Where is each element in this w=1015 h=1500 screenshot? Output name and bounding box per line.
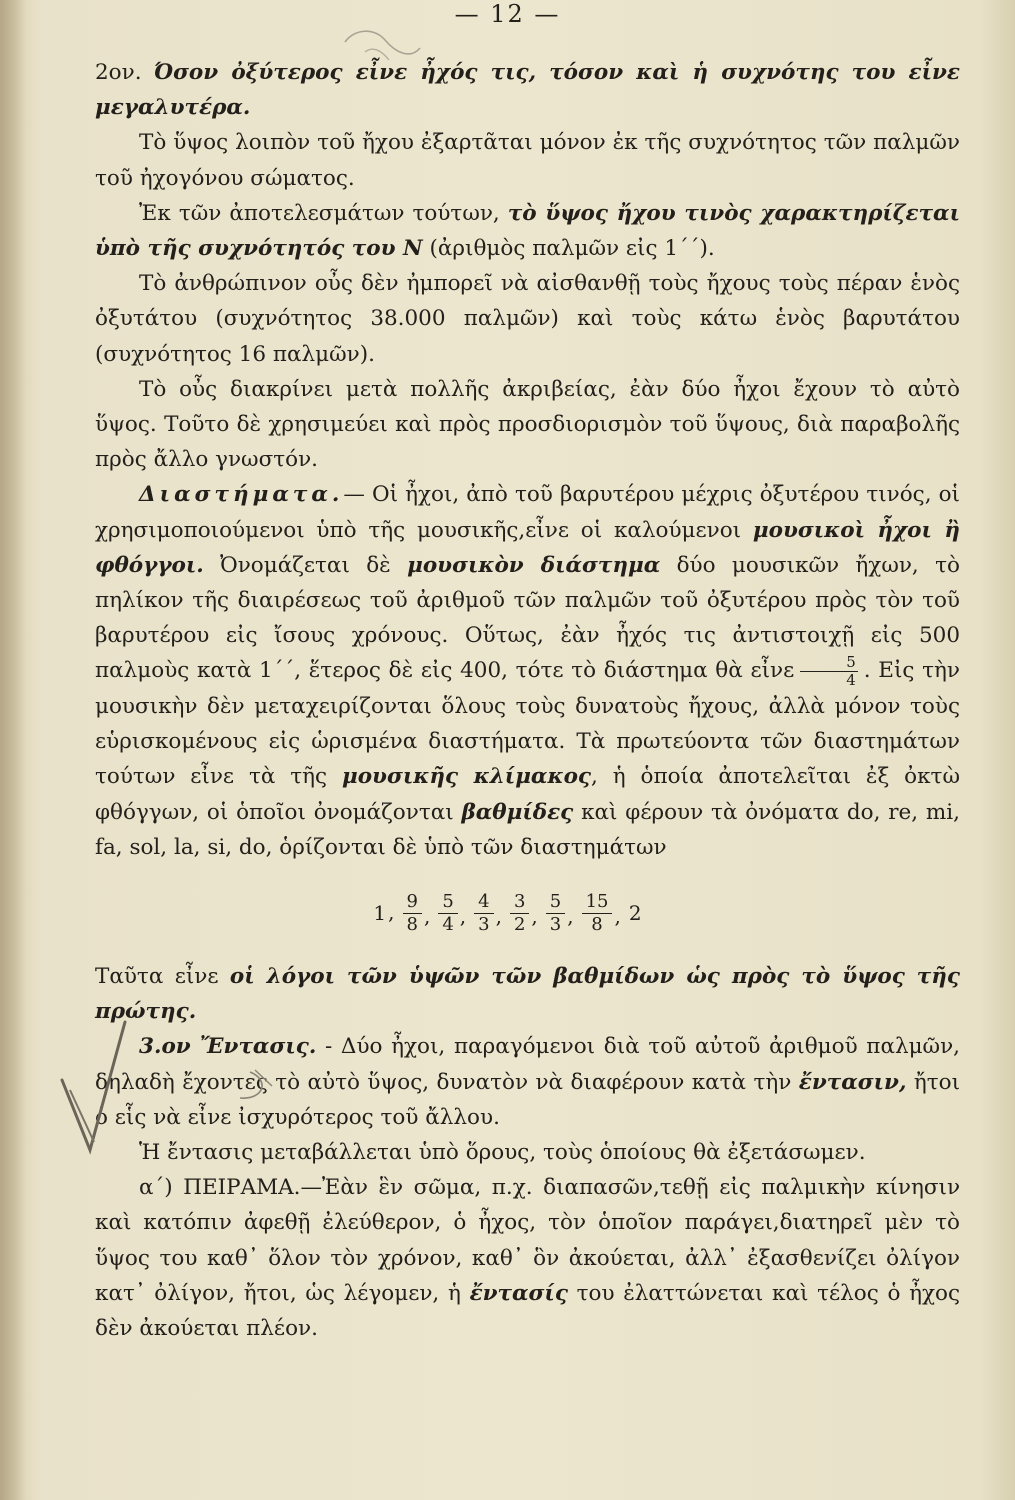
paragraph-4: Τὸ ἀνθρώπινον οὖς δὲν ἠμπορεῖ νὰ αἰσθανθῇ τοὺς ἤχους τοὺς πέραν ἑνὸς ὀξυτάτου (συχνότητος 38.000 παλμῶν) καὶ τοὺς κάτω ἑνὸς βαρυτάτου (συχνότητος 16 παλμῶν). (95, 271, 960, 367)
ratio-fraction: 3 2 , (510, 891, 538, 936)
paragraph-5: Τὸ οὖς διακρίνει μετὰ πολλῆς ἀκριβείας, ἐὰν δύο ἦχοι ἔχουν τὸ αὐτὸ ὕψος. Τοῦτο δὲ χρησιμεύει καὶ πρὸς προσδιορισμὸν τοῦ ὕψους, διὰ παραβολῆς πρὸς ἄλλο γνωστόν. (95, 376, 960, 473)
paragraph-9: Ἡ ἔντασις μεταβάλλεται ὑπὸ ὅρους, τοὺς ὁποίους θὰ ἐξετάσωμεν. (139, 1139, 866, 1165)
ratio-fraction: 4 3 , (474, 891, 502, 936)
ratio-fraction: 5 4 , (438, 891, 466, 936)
section-heading-intensity: 3.ον Ἔντασις. (139, 1034, 317, 1060)
ratio-last: 2 (628, 901, 642, 926)
section-heading-intervals: Διαστήματα. (139, 482, 344, 508)
paragraph-intervals: Διαστήματα.— Οἱ ἦχοι, ἀπὸ τοῦ βαρυτέρου μέχρις ὀξυτέρου τινός, οἱ χρησιμοποιούμενοι ὑπὸ τῆς μουσικῆς,εἶνε οἱ καλούμενοι μουσικοὶ ἦχοι ἢ φθόγγοι. Ὀνομάζεται δὲ μουσικὸν διάστημα δύο μουσικῶν ἤχων, τὸ πηλίκον τῆς διαιρέσεως τοῦ ἀριθμοῦ τῶν παλμῶν τοῦ ὀξυτέρου πρὸς τὸν τοῦ βαρυτέρου εἰς ἴσους χρόνους. Οὕτως, ἐὰν ἦχός τις ἀντιστοιχῇ εἰς 500 παλμοὺς κατὰ 1΄΄, ἕτερος δὲ εἰς 400, τότε τὸ διάστημα θὰ εἶνε $\frac{5}{4}$ . Εἰς τὴν μουσικὴν δὲν μεταχειρίζονται ὅλους τοὺς δυνατοὺς ἤχους, ἀλλὰ μόνον τοὺς εὑρισκομένους εἰς ὡρισμένα διαστήματα. Τὰ πρωτεύοντα τῶν διαστημάτων τούτων εἶνε τὰ τῆς μουσικῆς κλίμακος, ἡ ὁποία ἀποτελεῖται ἐξ ὀκτὼ φθόγγων, οἱ ὁποῖοι ὀνομάζονται βαθμίδες καὶ φέρουν τὰ ὀνόματα do, re, mi, fa, sol, la, si, do, ὁρίζονται δὲ ὑπὸ τῶν διαστημάτων (95, 482, 961, 860)
paragraph-intensity: 3.ον Ἔντασις. - Δύο ἦχοι, παραγόμενοι διὰ τοῦ αὐτοῦ ἀριθμοῦ παλμῶν, δηλαδὴ ἔχοντες τὸ αὐτὸ ὕψος, δυνατὸν νὰ διαφέρουν κατὰ τὴν ἔντασιν, ἤτοι ὁ εἷς νὰ εἶνε ἰσχυρότερος τοῦ ἄλλου. (95, 1034, 961, 1130)
paragraph-ratios-note: Ταῦτα εἶνε οἱ λόγοι τῶν ὑψῶν τῶν βαθμίδων ὡς πρὸς τὸ ὕψος τῆς πρώτης. (95, 963, 960, 1025)
ratio-fraction: 9 8 , (403, 891, 431, 936)
ratio-fraction: 5 3 , (546, 891, 574, 936)
scale-ratios (95, 875, 960, 953)
page-edge-shadow (0, 0, 26, 1500)
page-body (95, 55, 960, 1346)
paragraph-1: 2ον. Όσον ὀξύτερος εἶνε ἦχός τις, τόσον καὶ ἡ συχνότης του εἶνε μεγαλυτέρα. (95, 60, 960, 121)
page-number: — 12 — (454, 0, 561, 28)
paragraph-3: Ἐκ τῶν ἀποτελεσμάτων τούτων, τὸ ὕψος ἤχου τινὸς χαρακτηρίζεται ὑπὸ τῆς συχνότητός του N (ἀριθμὸς παλμῶν εἰς 1΄΄). (95, 200, 960, 262)
paragraph-experiment: α΄) ΠΕΙΡΑΜΑ.—Ἐὰν ἓν σῶμα, π.χ. διαπασῶν,τεθῇ εἰς παλμικὴν κίνησιν καὶ κατόπιν ἀφεθῇ ἐλεύθερον, ὁ ἦχος, τὸν ὁποῖον παράγει,διατηρεῖ μὲν τὸ ὕψος του καθ᾿ ὅλον τὸν χρόνον, καθ᾿ ὃν ἀκούεται, ἀλλ᾿ ἐξασθενίζει ὀλίγον κατ᾿ ὀλίγον, ἤτοι, ὡς λέγομεν, ἡ ἔντασίς του ἐλαττώνεται καὶ τέλος ὁ ἦχος δὲν ἀκούεται πλέον. (95, 1175, 961, 1341)
ratio-fraction: 15 8 , (582, 891, 621, 936)
ratio-first: 1 , (373, 900, 395, 926)
paragraph-2: Τὸ ὕψος λοιπὸν τοῦ ἤχου ἐξαρτᾶται μόνον ἐκ τῆς συχνότητος τῶν παλμῶν τοῦ ἠχογόνου σώματος. (95, 130, 960, 191)
inline-fraction: $\frac{5}{4}$ (800, 654, 858, 689)
